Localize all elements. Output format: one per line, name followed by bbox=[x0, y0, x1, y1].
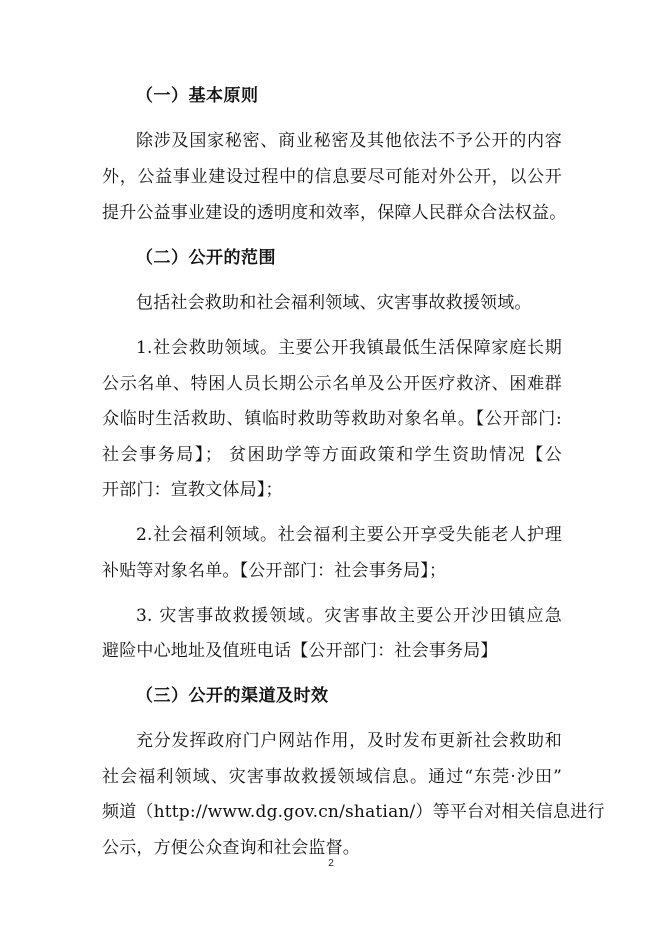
paragraph-line: 提升公益事业建设的透明度和效率，保障人民群众合法权益。 bbox=[102, 203, 567, 223]
paragraph-line: 包括社会救助和社会福利领域、灾害事故救援领域。 bbox=[136, 293, 532, 313]
paragraph-line: 1.社会救助领域。主要公开我镇最低生活保障家庭长期 bbox=[136, 338, 562, 358]
page-number: 2 bbox=[328, 858, 334, 869]
paragraph-line: 补贴等对象名单。【公开部门：社会事务局】； bbox=[102, 561, 447, 581]
section-heading-basic-principles: （一）基本原则 bbox=[136, 86, 259, 106]
paragraph-line: 开部门：宣教文体局】； bbox=[102, 480, 283, 500]
paragraph-line: 公示名单、特困人员长期公示名单及公开医疗救济、困难群 bbox=[102, 374, 562, 394]
paragraph-line: 2.社会福利领域。社会福利主要公开享受失能老人护理 bbox=[136, 525, 562, 545]
paragraph-line: 除涉及国家秘密、商业秘密及其他依法不予公开的内容 bbox=[136, 131, 562, 151]
section-heading-channels: （三）公开的渠道及时效 bbox=[136, 686, 329, 706]
paragraph-line: 充分发挥政府门户网站作用，及时发布更新社会救助和 bbox=[136, 731, 562, 751]
paragraph-line: 避险中心地址及值班电话【公开部门：社会事务局】 bbox=[102, 641, 498, 661]
paragraph-line: 3. 灾害事故救援领域。灾害事故主要公开沙田镇应急 bbox=[136, 606, 562, 626]
paragraph-line: 众临时生活救助、镇临时救助等救助对象名单。【公开部门: bbox=[102, 409, 562, 429]
paragraph-line: 社会福利领域、灾害事故救援领域信息。通过“东莞·沙田” bbox=[102, 767, 562, 787]
paragraph-line: 社会事务局】； 贫困助学等方面政策和学生资助情况【公 bbox=[102, 445, 562, 465]
paragraph-line: 频道（http://www.dg.gov.cn/shatian/）等平台对相关信息进行 bbox=[102, 802, 605, 822]
paragraph-line: 公示，方便公众查询和社会监督。 bbox=[102, 838, 360, 858]
section-heading-scope: （二）公开的范围 bbox=[136, 248, 276, 268]
paragraph-line: 外，公益事业建设过程中的信息要尽可能对外公开，以公开 bbox=[102, 167, 562, 187]
